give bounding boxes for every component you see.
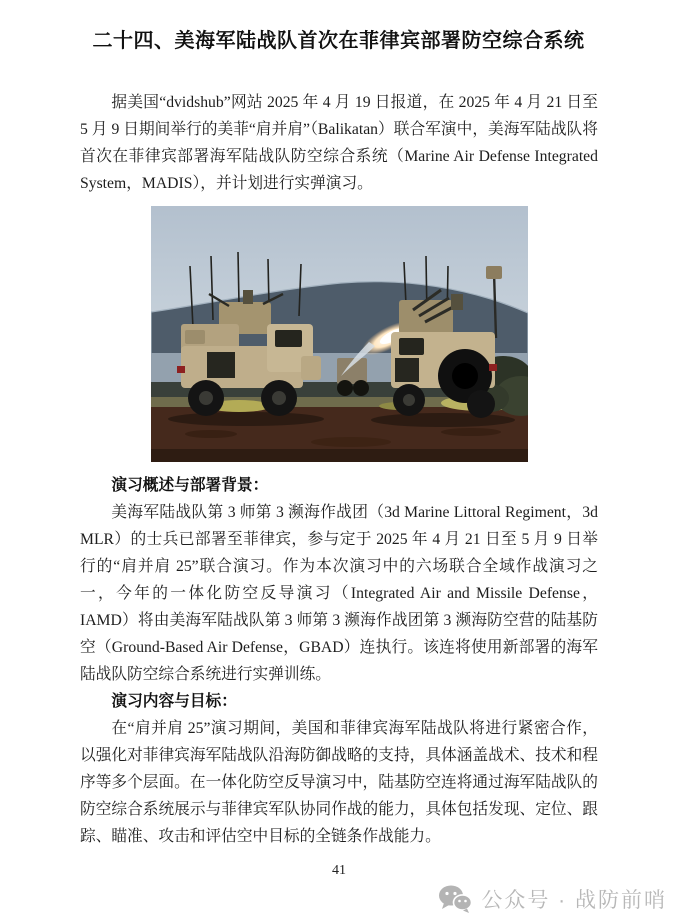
intro-paragraph: 据美国“dvidshub”网站 2025 年 4 月 19 日报道，在 2025 年 4 月 21 日至 5 月 9 日期间举行的美菲“肩并肩”（Balikatan）联合军演中，美海军陆战队将首次在菲律宾部署海军陆战队防空综合系统（Marine Air Defense Integrated System，MADIS），并计划进行实弹演习。	[80, 94, 598, 192]
photo-dirt-dark	[151, 449, 528, 462]
page-number: 41	[332, 863, 346, 878]
page-title: 二十四、美海军陆战队首次在菲律宾部署防空综合系统	[92, 30, 585, 52]
article-photo	[151, 206, 528, 462]
wechat-watermark-label: 公众号 · 战防前哨	[481, 889, 667, 912]
section-heading-overview: 演习概述与部署背景：	[111, 477, 269, 494]
section-heading-goals: 演习内容与目标：	[111, 693, 237, 710]
madis-photo-illustration	[151, 206, 528, 462]
overview-paragraph: 美海军陆战队第 3 师第 3 濒海作战团（3d Marine Littoral Regiment，3d MLR）的士兵已部署至菲律宾，参与定于 2025 年 4 月 21 日至 5 月 9 日举行的“肩并肩 25”联合演习。作为本次演习中的六场联合全域作战演习之一，今年的一体化防空反导演习（Integrated Air and Missile Defense，IAMD）将由美海军陆战队第 3 师第 3 濒海作战团第 3 濒海防空营的陆基防空（Ground-Based Air Defense，GBAD）连执行。该连将使用新部署的海军陆战队防空综合系统进行实弹训练。	[80, 504, 598, 683]
article-body	[0, 89, 677, 880]
document-page	[0, 26, 677, 922]
wechat-icon	[438, 884, 472, 914]
goals-paragraph: 在“肩并肩 25”演习期间，美国和菲律宾海军陆战队将进行紧密合作，以强化对菲律宾海军陆战队沿海防御战略的支持，具体涵盖战术、技术和程序等多个层面。在一体化防空反导演习中，陆基防空连将通过海军陆战队的防空综合系统展示与菲律宾军队协同作战的能力，具体包括发现、定位、跟踪、瞄准、攻击和评估空中目标的全链条作战能力。	[80, 720, 598, 845]
wechat-watermark	[438, 884, 667, 914]
